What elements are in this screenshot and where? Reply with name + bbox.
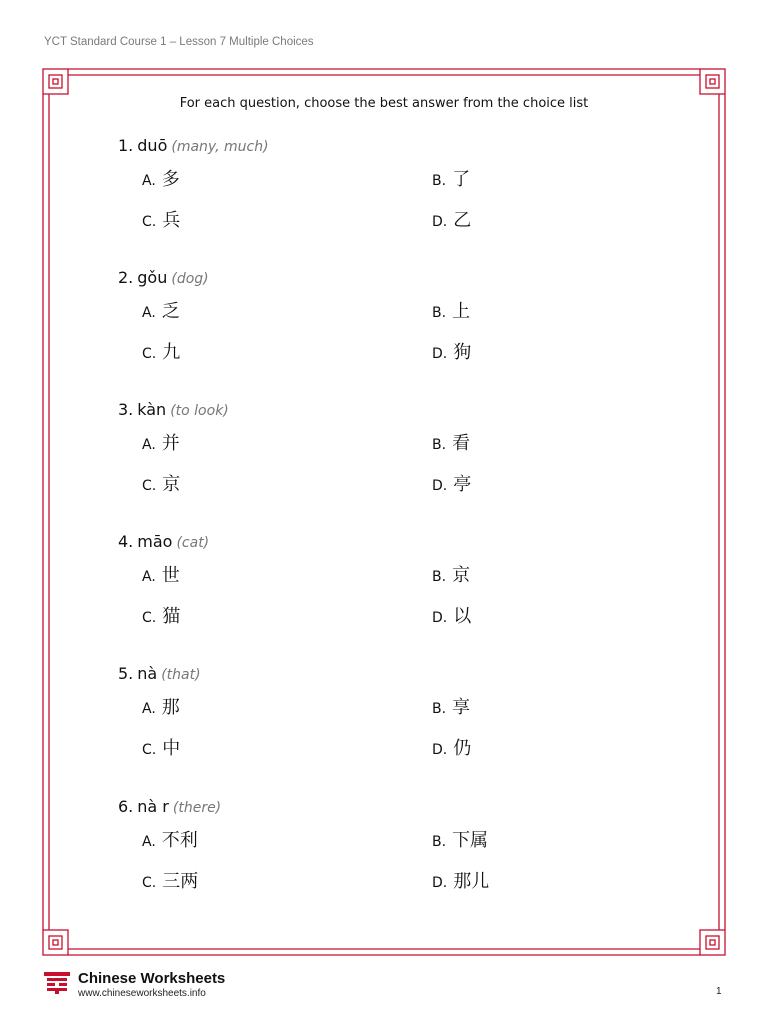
choice-text: 三两 [162,871,199,892]
question-number: 3. [118,400,134,419]
choice-text: 仍 [453,738,472,759]
choice-text: 享 [452,697,471,718]
question-pinyin: nà [137,664,158,683]
choice-text: 那儿 [453,871,490,892]
choice-text: 上 [452,301,471,322]
question-pinyin: kàn [137,400,167,419]
page-header-title: YCT Standard Course 1 – Lesson 7 Multiple Choices [44,36,314,48]
question-number: 4. [118,532,134,551]
choice-text: 并 [161,433,180,454]
choice-b[interactable] [432,693,470,719]
question-heading [118,268,209,287]
choice-d[interactable] [432,470,471,496]
choice-a[interactable] [142,826,198,852]
choice-a[interactable] [142,561,180,587]
choice-text: 多 [161,169,180,190]
choice-letter: A. [142,569,156,585]
footer-site-link[interactable]: www.chineseworksheets.info [78,988,206,999]
question-pinyin: māo [137,532,173,551]
choice-text: 京 [162,474,181,495]
choice-letter: D. [432,875,448,891]
choice-letter: D. [432,346,448,362]
choice-c[interactable] [142,867,198,893]
choice-letter: C. [142,346,157,362]
choice-text: 兵 [162,210,181,231]
choice-d[interactable] [432,867,489,893]
choice-letter: D. [432,214,448,230]
choice-letter: A. [142,437,156,453]
choice-letter: B. [432,437,447,453]
choice-letter: B. [432,701,447,717]
choice-text: 那 [161,697,180,718]
choice-b[interactable] [432,826,488,852]
question-3 [118,400,678,520]
choice-text: 中 [162,738,181,759]
choice-c[interactable] [142,602,180,628]
question-pinyin: nà r [137,797,169,816]
choice-b[interactable] [432,561,470,587]
instructions-text: For each question, choose the best answer from the choice list [179,96,589,111]
chinese-worksheets-logo-icon [44,972,70,994]
choice-text: 不利 [161,830,198,851]
choice-c[interactable] [142,470,180,496]
choice-text: 亭 [453,474,472,495]
choice-text: 下属 [452,830,489,851]
choice-letter: C. [142,610,157,626]
choice-c[interactable] [142,338,180,364]
choice-text: 了 [452,169,471,190]
choice-d[interactable] [432,338,471,364]
question-pinyin: gǒu [137,268,168,287]
question-1 [118,136,678,256]
question-heading [118,400,229,419]
page-number: 1 [716,986,722,997]
choice-a[interactable] [142,297,180,323]
choice-letter: B. [432,569,447,585]
question-heading [118,532,209,551]
question-gloss: (dog) [171,271,209,287]
choice-text: 世 [161,565,180,586]
question-number: 5. [118,664,134,683]
question-number: 6. [118,797,134,816]
choice-letter: B. [432,834,447,850]
question-2 [118,268,678,388]
choice-letter: A. [142,173,156,189]
question-heading [118,136,269,155]
choice-text: 乏 [161,301,180,322]
question-gloss: (to look) [170,403,229,419]
choice-d[interactable] [432,602,471,628]
choice-text: 京 [452,565,471,586]
choice-letter: D. [432,610,448,626]
question-5 [118,664,678,784]
choice-letter: D. [432,742,448,758]
question-heading [118,664,201,683]
choice-d[interactable] [432,206,471,232]
choice-letter: C. [142,478,157,494]
question-number: 2. [118,268,134,287]
choice-c[interactable] [142,734,180,760]
choice-a[interactable] [142,429,180,455]
question-pinyin: duō [137,136,168,155]
question-gloss: (there) [172,800,222,816]
choice-text: 狗 [453,342,472,363]
choice-d[interactable] [432,734,471,760]
choice-text: 九 [162,342,181,363]
question-4 [118,532,678,652]
choice-c[interactable] [142,206,180,232]
choice-letter: C. [142,875,157,891]
choice-letter: B. [432,305,447,321]
choice-b[interactable] [432,165,470,191]
question-heading [118,797,221,816]
choice-letter: C. [142,742,157,758]
choice-b[interactable] [432,297,470,323]
footer-brand: Chinese Worksheets [78,970,226,987]
choice-letter: B. [432,173,447,189]
choice-b[interactable] [432,429,470,455]
choice-letter: A. [142,305,156,321]
question-6 [118,797,678,917]
choice-letter: A. [142,701,156,717]
choice-letter: D. [432,478,448,494]
choice-text: 乙 [453,210,472,231]
question-gloss: (that) [161,667,201,683]
question-number: 1. [118,136,134,155]
choice-text: 猫 [162,606,181,627]
choice-a[interactable] [142,693,180,719]
choice-text: 看 [452,433,471,454]
choice-letter: C. [142,214,157,230]
choice-letter: A. [142,834,156,850]
question-gloss: (cat) [176,535,210,551]
choice-a[interactable] [142,165,180,191]
choice-text: 以 [453,606,472,627]
question-gloss: (many, much) [171,139,269,155]
